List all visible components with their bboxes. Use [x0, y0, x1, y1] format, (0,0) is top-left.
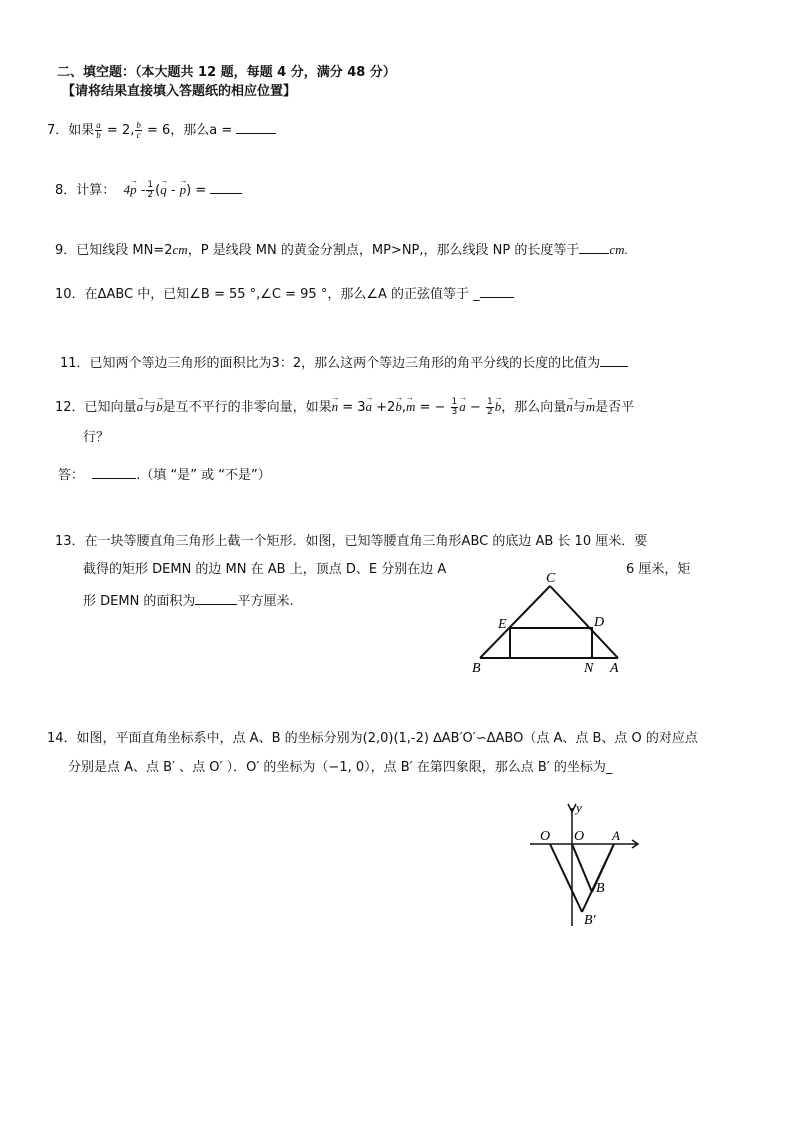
question-text: 如图，平面直角坐标系中，点 A、B 的坐标分别为(2,0)(1,-2) ∆AB′O′∽ΔABO（点 A、点 B、点 O 的对应点: [76, 731, 698, 746]
question-12-continued: 行？: [83, 430, 110, 445]
vector-n: → n: [332, 398, 339, 416]
coordinate-figure: [528, 800, 648, 930]
numerator: b: [136, 120, 141, 130]
fraction: [146, 181, 154, 200]
question-text: 形 DEMN 的面积为: [83, 594, 196, 609]
question-12: [55, 398, 634, 417]
label-b: B: [472, 661, 481, 676]
question-text: 在ΔABC 中，已知∠B = 55 °,∠C = 95 °，那么∠A 的正弦值等于 _: [84, 287, 480, 302]
math: ): [186, 183, 192, 198]
question-text: 与: [572, 400, 586, 415]
question-text: 已知向量: [84, 400, 137, 415]
vector-a: → a: [459, 398, 466, 416]
question-number: 13．: [55, 534, 85, 549]
label-c: C: [546, 571, 556, 586]
math: ,: [401, 400, 406, 415]
question-10: [55, 284, 514, 304]
math: (: [155, 183, 161, 198]
answer-blank[interactable]: [92, 465, 136, 479]
side-bc: [480, 586, 550, 658]
unit: cm.: [609, 242, 628, 257]
vector-a: → a: [366, 398, 373, 416]
label-a: A: [610, 661, 619, 676]
vector-b: → b: [156, 398, 163, 416]
side-ca: [550, 586, 618, 658]
math: 4: [123, 182, 131, 197]
math: −: [465, 400, 485, 415]
question-number: 11．: [60, 356, 90, 371]
answer-blank[interactable]: [236, 120, 276, 134]
question-13-line2b: 6 厘米，矩: [626, 562, 691, 577]
question-text: 是否平: [595, 400, 635, 415]
vector-q: → q: [160, 181, 167, 199]
question-9: [55, 240, 628, 260]
question-text: ，P 是线段 MN 的黄金分割点，MP>NP,，那么线段 NP 的长度等于: [187, 243, 580, 258]
question-7: [47, 120, 276, 140]
vector-m: → m: [406, 398, 415, 416]
question-text: 与: [143, 400, 157, 415]
question-text: 计算：: [76, 183, 116, 198]
denominator: 3: [451, 407, 458, 417]
question-14: [47, 730, 698, 748]
question-13-line3: [83, 591, 294, 611]
answer-note: .（填 “是” 或 “不是”）: [136, 468, 271, 483]
question-text: 如果: [68, 123, 95, 138]
label-b-prime: B': [584, 913, 596, 928]
question-11: [60, 353, 628, 373]
numerator: 1: [147, 180, 154, 190]
fraction: [135, 121, 142, 140]
question-number: 8．: [55, 183, 77, 198]
question-text: 在一块等腰直角三角形上截一个矩形．如图，已知等腰直角三角形ABC 的底边 AB 长 10 厘米．要: [84, 534, 648, 549]
math: = 3: [338, 400, 366, 415]
triangle-figure: [468, 568, 628, 676]
question-number: 14．: [47, 731, 77, 746]
denominator: 2: [147, 190, 154, 200]
segment-ob: [572, 844, 592, 892]
vector-p: → p: [180, 181, 187, 199]
question-text: 是互不平行的非零向量，如果: [162, 400, 332, 415]
fraction: [95, 121, 102, 140]
label-e: E: [498, 617, 507, 632]
question-14-line2: 分别是点 A、点 B′ 、点 O′ ）．O′ 的坐标为（−1, 0），点 B′ 在第四象限，那么点 B′ 的坐标为_: [68, 760, 613, 775]
label-d: D: [594, 615, 605, 630]
label-n: N: [584, 661, 594, 676]
question-text: 已知两个等边三角形的面积比为3：2，那么这两个等边三角形的角平分线的长度的比值为: [89, 356, 601, 371]
question-number: 10．: [55, 287, 85, 302]
math: -: [136, 183, 146, 198]
denominator: c: [136, 130, 141, 140]
label-y: y: [576, 800, 582, 815]
question-13-line2a: 截得的矩形 DEMN 的边 MN 在 AB 上，顶点 D、E 分别在边 A: [83, 562, 447, 577]
numerator: a: [96, 120, 101, 130]
label-o: O: [574, 829, 585, 844]
question-text: a =: [209, 123, 237, 138]
vector-b: → b: [395, 398, 402, 416]
unit: cm: [172, 242, 188, 257]
question-number: 12．: [55, 400, 85, 415]
math: =: [191, 183, 211, 198]
question-text: = 6，那么: [142, 123, 210, 138]
numerator: 1: [486, 397, 493, 407]
fraction: [486, 398, 494, 417]
vector-b: → b: [495, 398, 502, 416]
answer-blank[interactable]: [210, 180, 242, 194]
vector-n: → n: [566, 398, 573, 416]
rectangle-demn: [510, 628, 592, 658]
question-number: 7．: [47, 123, 69, 138]
answer-label: 答：: [58, 468, 85, 483]
section-title: 二、填空题：（本大题共 12 题，每题 4 分，满分 48 分）: [57, 65, 396, 80]
answer-blank[interactable]: [579, 240, 609, 254]
question-number: 9．: [55, 243, 77, 258]
vector-m: → m: [586, 398, 595, 416]
answer-blank[interactable]: [600, 353, 628, 367]
question-text: = 2,: [102, 123, 135, 138]
section-instruction: 【请将结果直接填入答题纸的相应位置】: [62, 84, 297, 99]
numerator: 1: [451, 397, 458, 407]
label-b: B: [596, 881, 605, 896]
math: -: [166, 183, 180, 198]
question-13: [55, 533, 647, 551]
answer-blank[interactable]: [195, 591, 237, 605]
math: = −: [415, 400, 450, 415]
math: +2: [372, 400, 396, 415]
vector-p: → p: [130, 181, 137, 199]
question-text: 已知线段 MN=2: [76, 243, 173, 258]
denominator: b: [96, 130, 101, 140]
label-a: A: [612, 828, 620, 843]
answer-blank[interactable]: [480, 284, 514, 298]
fraction: [451, 398, 459, 417]
denominator: 2: [486, 407, 493, 417]
question-text: ，那么向量: [501, 400, 567, 415]
label-o-prime: O: [540, 829, 551, 844]
question-text: 平方厘米.: [237, 594, 294, 609]
question-8: [55, 180, 242, 200]
question-12-answer: [58, 465, 271, 485]
vector-a: → a: [137, 398, 144, 416]
